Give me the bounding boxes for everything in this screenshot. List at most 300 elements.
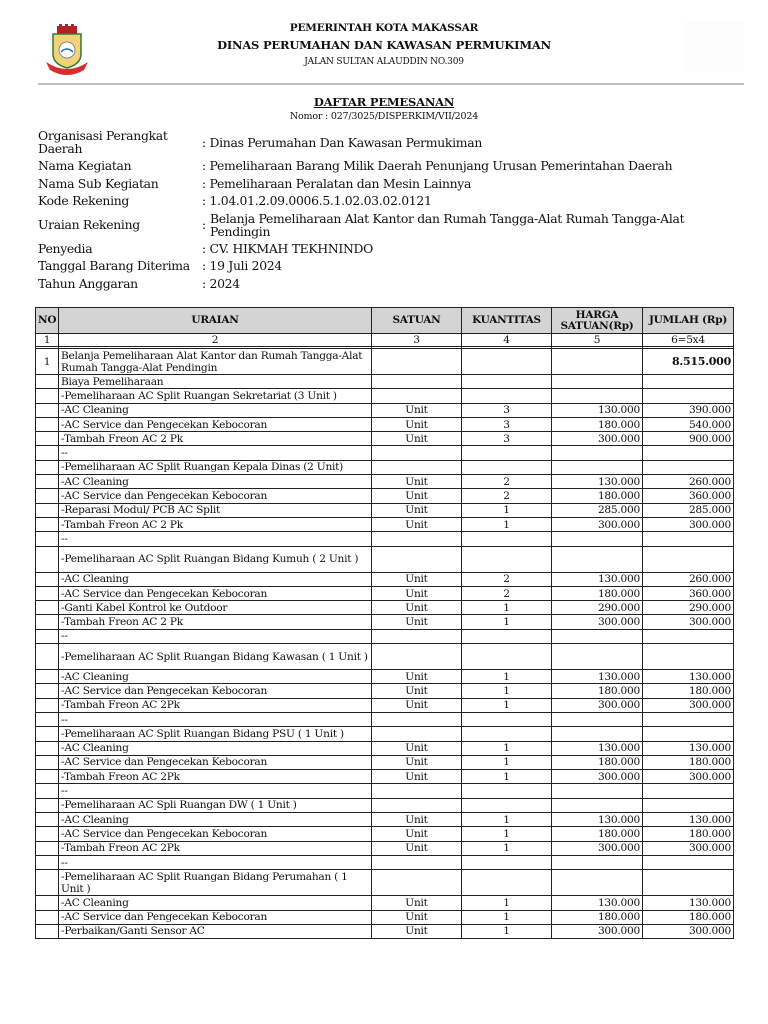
cell-uraian: -AC Cleaning bbox=[59, 896, 372, 910]
cell-uraian: -AC Service dan Pengecekan Kebocoran bbox=[59, 827, 372, 841]
cell-kuantitas: 1 bbox=[462, 827, 552, 841]
cell-jumlah bbox=[643, 532, 734, 546]
cell-satuan bbox=[372, 870, 462, 896]
cell-jumlah bbox=[643, 375, 734, 389]
col-number: 3 bbox=[372, 334, 462, 347]
cell-satuan: Unit bbox=[372, 924, 462, 938]
cell-jumlah: 180.000 bbox=[643, 684, 734, 698]
cell-satuan: Unit bbox=[372, 827, 462, 841]
cell-no bbox=[36, 827, 59, 841]
table-row bbox=[36, 489, 734, 503]
cell-harga-satuan: 290.000 bbox=[552, 601, 643, 615]
info-label: Penyedia bbox=[38, 240, 93, 256]
table-row bbox=[36, 670, 734, 684]
table-row bbox=[36, 532, 734, 546]
cell-uraian: -- bbox=[59, 532, 372, 546]
cell-harga-satuan bbox=[552, 784, 643, 798]
cell-kuantitas: 3 bbox=[462, 417, 552, 431]
cell-harga-satuan bbox=[552, 349, 643, 375]
cell-no bbox=[36, 460, 59, 474]
cell-no bbox=[36, 475, 59, 489]
info-label: Kode Rekening bbox=[38, 193, 130, 209]
cell-harga-satuan bbox=[552, 460, 643, 474]
cell-satuan: Unit bbox=[372, 896, 462, 910]
cell-satuan: Unit bbox=[372, 698, 462, 712]
cell-uraian: -Pemeliharaan AC Split Ruangan Bidang Perumahan ( 1 Unit ) bbox=[59, 870, 372, 896]
cell-jumlah: 300.000 bbox=[643, 841, 734, 855]
cell-no: 1 bbox=[36, 349, 59, 375]
cell-uraian: -Pemeliharaan AC Split Ruangan Bidang Kumuh ( 2 Unit ) bbox=[59, 546, 372, 572]
table-row bbox=[36, 684, 734, 698]
table-row bbox=[36, 741, 734, 755]
cell-harga-satuan: 180.000 bbox=[552, 827, 643, 841]
cell-satuan: Unit bbox=[372, 503, 462, 517]
cell-jumlah bbox=[643, 644, 734, 670]
cell-kuantitas: 1 bbox=[462, 503, 552, 517]
cell-kuantitas bbox=[462, 532, 552, 546]
cell-uraian: -AC Cleaning bbox=[59, 670, 372, 684]
cell-no bbox=[36, 432, 59, 446]
cell-no bbox=[36, 489, 59, 503]
table-row bbox=[36, 432, 734, 446]
cell-kuantitas: 1 bbox=[462, 684, 552, 698]
cell-kuantitas bbox=[462, 784, 552, 798]
table-row bbox=[36, 813, 734, 827]
info-label: Organisasi Perangkat Daerah bbox=[38, 128, 168, 156]
info-value: : Dinas Perumahan Dan Kawasan Permukiman bbox=[202, 134, 483, 150]
cell-jumlah: 900.000 bbox=[643, 432, 734, 446]
cell-kuantitas bbox=[462, 727, 552, 741]
cell-uraian: -AC Cleaning bbox=[59, 475, 372, 489]
cell-kuantitas: 2 bbox=[462, 572, 552, 586]
cell-uraian: -Pemeliharaan AC Split Ruangan Bidang PSU ( 1 Unit ) bbox=[59, 727, 372, 741]
table-row bbox=[36, 389, 734, 403]
table-row bbox=[36, 924, 734, 938]
cell-jumlah: 180.000 bbox=[643, 827, 734, 841]
cell-no bbox=[36, 870, 59, 896]
info-row bbox=[38, 192, 738, 210]
cell-harga-satuan: 300.000 bbox=[552, 841, 643, 855]
cell-harga-satuan bbox=[552, 727, 643, 741]
cell-jumlah: 540.000 bbox=[643, 417, 734, 431]
col-number: 6=5x4 bbox=[643, 334, 734, 347]
cell-jumlah: 360.000 bbox=[643, 489, 734, 503]
cell-kuantitas: 3 bbox=[462, 432, 552, 446]
cell-no bbox=[36, 896, 59, 910]
cell-jumlah bbox=[643, 460, 734, 474]
cell-uraian: -AC Cleaning bbox=[59, 741, 372, 755]
cell-satuan bbox=[372, 727, 462, 741]
cell-harga-satuan: 130.000 bbox=[552, 813, 643, 827]
cell-uraian: Biaya Pemeliharaan bbox=[59, 375, 372, 389]
cell-kuantitas: 1 bbox=[462, 896, 552, 910]
cell-kuantitas bbox=[462, 855, 552, 869]
cell-satuan bbox=[372, 349, 462, 375]
cell-jumlah bbox=[643, 389, 734, 403]
cell-jumlah: 130.000 bbox=[643, 813, 734, 827]
cell-no bbox=[36, 403, 59, 417]
info-label: Nama Kegiatan bbox=[38, 158, 132, 174]
cell-kuantitas: 1 bbox=[462, 615, 552, 629]
table-row bbox=[36, 770, 734, 784]
cell-jumlah: 360.000 bbox=[643, 586, 734, 600]
table-row bbox=[36, 841, 734, 855]
cell-uraian: -Perbaikan/Ganti Sensor AC bbox=[59, 924, 372, 938]
cell-uraian: -- bbox=[59, 855, 372, 869]
table-row bbox=[36, 475, 734, 489]
cell-satuan: Unit bbox=[372, 432, 462, 446]
cell-jumlah bbox=[643, 446, 734, 460]
cell-harga-satuan: 285.000 bbox=[552, 503, 643, 517]
cell-no bbox=[36, 375, 59, 389]
info-label: Uraian Rekening bbox=[38, 217, 140, 232]
cell-satuan: Unit bbox=[372, 615, 462, 629]
cell-satuan: Unit bbox=[372, 572, 462, 586]
cell-satuan: Unit bbox=[372, 841, 462, 855]
cell-kuantitas bbox=[462, 546, 552, 572]
cell-kuantitas: 1 bbox=[462, 924, 552, 938]
table-row bbox=[36, 572, 734, 586]
cell-kuantitas bbox=[462, 375, 552, 389]
table-row bbox=[36, 910, 734, 924]
cell-no bbox=[36, 855, 59, 869]
cell-kuantitas bbox=[462, 460, 552, 474]
cell-satuan: Unit bbox=[372, 755, 462, 769]
cell-satuan: Unit bbox=[372, 475, 462, 489]
cell-harga-satuan: 180.000 bbox=[552, 755, 643, 769]
info-row bbox=[38, 175, 738, 193]
cell-satuan bbox=[372, 798, 462, 812]
cell-no bbox=[36, 629, 59, 643]
cell-no bbox=[36, 813, 59, 827]
info-colon: : bbox=[202, 217, 206, 232]
cell-uraian: -Pemeliharaan AC Split Ruangan Bidang Kawasan ( 1 Unit ) bbox=[59, 644, 372, 670]
table-row bbox=[36, 755, 734, 769]
cell-harga-satuan: 180.000 bbox=[552, 684, 643, 698]
cell-kuantitas: 1 bbox=[462, 841, 552, 855]
cell-kuantitas: 2 bbox=[462, 586, 552, 600]
info-row bbox=[38, 275, 738, 293]
cell-no bbox=[36, 503, 59, 517]
letterhead-divider bbox=[38, 83, 744, 85]
cell-jumlah: 290.000 bbox=[643, 601, 734, 615]
cell-uraian: -Tambah Freon AC 2 Pk bbox=[59, 517, 372, 531]
cell-jumlah: 285.000 bbox=[643, 503, 734, 517]
cell-no bbox=[36, 615, 59, 629]
cell-no bbox=[36, 670, 59, 684]
cell-harga-satuan bbox=[552, 870, 643, 896]
document-number: Nomor : 027/3025/DISPERKIM/VII/2024 bbox=[289, 111, 479, 122]
table-row bbox=[36, 446, 734, 460]
cell-satuan bbox=[372, 460, 462, 474]
cell-satuan bbox=[372, 644, 462, 670]
cell-kuantitas: 1 bbox=[462, 670, 552, 684]
cell-no bbox=[36, 712, 59, 726]
cell-no bbox=[36, 644, 59, 670]
cell-satuan bbox=[372, 629, 462, 643]
info-label: Nama Sub Kegiatan bbox=[38, 175, 159, 191]
cell-jumlah: 390.000 bbox=[643, 403, 734, 417]
cell-satuan: Unit bbox=[372, 813, 462, 827]
info-value: : Pemeliharaan Barang Milik Daerah Penunjang Urusan Pemerintahan Daerah bbox=[202, 158, 673, 174]
table-row bbox=[36, 644, 734, 670]
cell-harga-satuan: 300.000 bbox=[552, 432, 643, 446]
info-row bbox=[38, 157, 738, 175]
cell-uraian: -Pemeliharaan AC Split Ruangan Kepala Dinas (2 Unit) bbox=[59, 460, 372, 474]
header-uraian: URAIAN bbox=[59, 308, 372, 334]
col-number: 5 bbox=[552, 334, 643, 347]
cell-harga-satuan bbox=[552, 855, 643, 869]
cell-harga-satuan: 130.000 bbox=[552, 670, 643, 684]
cell-harga-satuan bbox=[552, 375, 643, 389]
cell-jumlah: 8.515.000 bbox=[643, 349, 734, 375]
cell-kuantitas bbox=[462, 389, 552, 403]
table-row bbox=[36, 349, 734, 375]
cell-uraian: -AC Service dan Pengecekan Kebocoran bbox=[59, 684, 372, 698]
cell-satuan: Unit bbox=[372, 670, 462, 684]
cell-no bbox=[36, 770, 59, 784]
cell-kuantitas bbox=[462, 349, 552, 375]
cell-harga-satuan bbox=[552, 644, 643, 670]
cell-harga-satuan bbox=[552, 532, 643, 546]
info-label: Tahun Anggaran bbox=[38, 275, 138, 291]
cell-jumlah: 300.000 bbox=[643, 924, 734, 938]
cell-harga-satuan: 130.000 bbox=[552, 896, 643, 910]
cell-jumlah: 130.000 bbox=[643, 670, 734, 684]
table-row bbox=[36, 375, 734, 389]
cell-uraian: -AC Service dan Pengecekan Kebocoran bbox=[59, 417, 372, 431]
cell-no bbox=[36, 572, 59, 586]
cell-harga-satuan: 300.000 bbox=[552, 517, 643, 531]
cell-no bbox=[36, 924, 59, 938]
cell-kuantitas: 1 bbox=[462, 698, 552, 712]
table-header-row bbox=[36, 308, 734, 334]
cell-satuan: Unit bbox=[372, 489, 462, 503]
col-number: 4 bbox=[462, 334, 552, 347]
cell-satuan bbox=[372, 532, 462, 546]
cell-no bbox=[36, 741, 59, 755]
cell-satuan: Unit bbox=[372, 517, 462, 531]
cell-jumlah: 300.000 bbox=[643, 698, 734, 712]
cell-jumlah bbox=[643, 784, 734, 798]
cell-kuantitas bbox=[462, 712, 552, 726]
cell-harga-satuan: 180.000 bbox=[552, 910, 643, 924]
cell-satuan bbox=[372, 855, 462, 869]
table-row bbox=[36, 798, 734, 812]
cell-satuan bbox=[372, 784, 462, 798]
cell-satuan: Unit bbox=[372, 770, 462, 784]
cell-satuan bbox=[372, 446, 462, 460]
cell-no bbox=[36, 698, 59, 712]
cell-no bbox=[36, 755, 59, 769]
cell-jumlah: 260.000 bbox=[643, 572, 734, 586]
cell-jumlah: 260.000 bbox=[643, 475, 734, 489]
info-row bbox=[38, 257, 738, 275]
cell-kuantitas: 2 bbox=[462, 475, 552, 489]
cell-uraian: -Pemeliharaan AC Split Ruangan Sekretariat (3 Unit ) bbox=[59, 389, 372, 403]
cell-no bbox=[36, 784, 59, 798]
info-value: : Pemeliharaan Peralatan dan Mesin Lainnya bbox=[202, 175, 472, 191]
table-row bbox=[36, 517, 734, 531]
cell-harga-satuan bbox=[552, 629, 643, 643]
cell-kuantitas bbox=[462, 446, 552, 460]
cell-jumlah bbox=[643, 855, 734, 869]
cell-uraian: Belanja Pemeliharaan Alat Kantor dan Rumah Tangga-Alat Rumah Tangga-Alat Pendingin bbox=[59, 349, 372, 375]
info-value: Belanja Pemeliharaan Alat Kantor dan Rumah Tangga-Alat Rumah Tangga-Alat Pendingin bbox=[210, 210, 685, 239]
cell-satuan bbox=[372, 389, 462, 403]
cell-jumlah bbox=[643, 727, 734, 741]
cell-no bbox=[36, 727, 59, 741]
cell-no bbox=[36, 841, 59, 855]
cell-jumlah: 180.000 bbox=[643, 910, 734, 924]
cell-no bbox=[36, 910, 59, 924]
cell-uraian: -Tambah Freon AC 2 Pk bbox=[59, 432, 372, 446]
cell-harga-satuan: 300.000 bbox=[552, 770, 643, 784]
cell-uraian: -- bbox=[59, 629, 372, 643]
cell-jumlah bbox=[643, 629, 734, 643]
cell-satuan: Unit bbox=[372, 417, 462, 431]
col-number: 1 bbox=[36, 334, 59, 347]
cell-uraian: -Tambah Freon AC 2Pk bbox=[59, 698, 372, 712]
table-row bbox=[36, 586, 734, 600]
table-body bbox=[36, 349, 734, 939]
info-label: Tanggal Barang Diterima bbox=[38, 258, 190, 274]
info-value: : CV. HIKMAH TEKHNINDO bbox=[202, 240, 374, 256]
cell-harga-satuan: 130.000 bbox=[552, 475, 643, 489]
letterhead-right-placeholder bbox=[684, 22, 744, 72]
cell-satuan: Unit bbox=[372, 910, 462, 924]
table-row bbox=[36, 712, 734, 726]
cell-harga-satuan bbox=[552, 712, 643, 726]
info-value: : 19 Juli 2024 bbox=[202, 258, 282, 274]
cell-uraian: -- bbox=[59, 446, 372, 460]
info-row bbox=[38, 210, 738, 240]
info-value: : 1.04.01.2.09.0006.5.1.02.03.02.0121 bbox=[202, 193, 432, 209]
table-row bbox=[36, 460, 734, 474]
cell-harga-satuan: 180.000 bbox=[552, 489, 643, 503]
cell-no bbox=[36, 546, 59, 572]
cell-satuan: Unit bbox=[372, 684, 462, 698]
cell-harga-satuan bbox=[552, 446, 643, 460]
cell-uraian: -Tambah Freon AC 2Pk bbox=[59, 770, 372, 784]
column-number-row bbox=[36, 334, 734, 347]
cell-jumlah: 130.000 bbox=[643, 896, 734, 910]
table-row bbox=[36, 896, 734, 910]
cell-kuantitas: 1 bbox=[462, 813, 552, 827]
cell-harga-satuan: 300.000 bbox=[552, 698, 643, 712]
cell-uraian: -Ganti Kabel Kontrol ke Outdoor bbox=[59, 601, 372, 615]
cell-kuantitas bbox=[462, 644, 552, 670]
cell-no bbox=[36, 389, 59, 403]
cell-jumlah: 300.000 bbox=[643, 615, 734, 629]
info-row bbox=[38, 127, 738, 157]
cell-jumlah bbox=[643, 798, 734, 812]
header-jumlah: JUMLAH (Rp) bbox=[643, 308, 734, 334]
cell-jumlah: 300.000 bbox=[643, 770, 734, 784]
cell-kuantitas bbox=[462, 798, 552, 812]
table-row bbox=[36, 417, 734, 431]
cell-satuan: Unit bbox=[372, 403, 462, 417]
cell-kuantitas: 1 bbox=[462, 741, 552, 755]
cell-uraian: -Pemeliharaan AC Spli Ruangan DW ( 1 Unit ) bbox=[59, 798, 372, 812]
table-row bbox=[36, 629, 734, 643]
cell-satuan: Unit bbox=[372, 741, 462, 755]
cell-kuantitas: 1 bbox=[462, 755, 552, 769]
cell-kuantitas bbox=[462, 870, 552, 896]
cell-harga-satuan: 300.000 bbox=[552, 924, 643, 938]
cell-uraian: -Tambah Freon AC 2Pk bbox=[59, 841, 372, 855]
cell-no bbox=[36, 446, 59, 460]
cell-harga-satuan bbox=[552, 798, 643, 812]
cell-harga-satuan: 180.000 bbox=[552, 586, 643, 600]
cell-uraian: -AC Service dan Pengecekan Kebocoran bbox=[59, 755, 372, 769]
cell-jumlah: 300.000 bbox=[643, 517, 734, 531]
cell-satuan bbox=[372, 375, 462, 389]
table-row bbox=[36, 503, 734, 517]
cell-kuantitas: 2 bbox=[462, 489, 552, 503]
cell-kuantitas: 1 bbox=[462, 910, 552, 924]
table-row bbox=[36, 727, 734, 741]
cell-harga-satuan: 130.000 bbox=[552, 741, 643, 755]
col-number: 2 bbox=[59, 334, 372, 347]
document-info bbox=[38, 127, 738, 292]
cell-uraian: -Tambah Freon AC 2 Pk bbox=[59, 615, 372, 629]
cell-satuan bbox=[372, 546, 462, 572]
cell-uraian: -AC Service dan Pengecekan Kebocoran bbox=[59, 586, 372, 600]
header-satuan: SATUAN bbox=[372, 308, 462, 334]
cell-kuantitas: 1 bbox=[462, 517, 552, 531]
table-row bbox=[36, 698, 734, 712]
cell-jumlah: 130.000 bbox=[643, 741, 734, 755]
cell-uraian: -AC Cleaning bbox=[59, 572, 372, 586]
cell-uraian: -- bbox=[59, 712, 372, 726]
header-no: NO bbox=[36, 308, 59, 334]
cell-harga-satuan: 180.000 bbox=[552, 417, 643, 431]
cell-uraian: -- bbox=[59, 784, 372, 798]
cell-no bbox=[36, 517, 59, 531]
cell-satuan bbox=[372, 712, 462, 726]
cell-no bbox=[36, 601, 59, 615]
cell-no bbox=[36, 532, 59, 546]
cell-harga-satuan bbox=[552, 546, 643, 572]
table-row bbox=[36, 855, 734, 869]
header-harga-satuan: HARGA SATUAN(Rp) bbox=[552, 308, 643, 334]
cell-harga-satuan: 130.000 bbox=[552, 572, 643, 586]
cell-jumlah bbox=[643, 712, 734, 726]
table-row bbox=[36, 827, 734, 841]
cell-uraian: -AC Cleaning bbox=[59, 813, 372, 827]
cell-kuantitas bbox=[462, 629, 552, 643]
cell-jumlah: 180.000 bbox=[643, 755, 734, 769]
cell-no bbox=[36, 684, 59, 698]
letterhead-agency: DINAS PERUMAHAN DAN KAWASAN PERMUKIMAN bbox=[217, 38, 551, 52]
table-row bbox=[36, 601, 734, 615]
cell-kuantitas: 1 bbox=[462, 601, 552, 615]
table-row bbox=[36, 784, 734, 798]
header-kuantitas: KUANTITAS bbox=[462, 308, 552, 334]
cell-harga-satuan bbox=[552, 389, 643, 403]
cell-uraian: -AC Service dan Pengecekan Kebocoran bbox=[59, 489, 372, 503]
table-row bbox=[36, 546, 734, 572]
table-row bbox=[36, 870, 734, 896]
cell-jumlah bbox=[643, 870, 734, 896]
cell-harga-satuan: 130.000 bbox=[552, 403, 643, 417]
cell-satuan: Unit bbox=[372, 601, 462, 615]
cell-uraian: -Reparasi Modul/ PCB AC Split bbox=[59, 503, 372, 517]
cell-satuan: Unit bbox=[372, 586, 462, 600]
cell-kuantitas: 1 bbox=[462, 770, 552, 784]
cell-kuantitas: 3 bbox=[462, 403, 552, 417]
